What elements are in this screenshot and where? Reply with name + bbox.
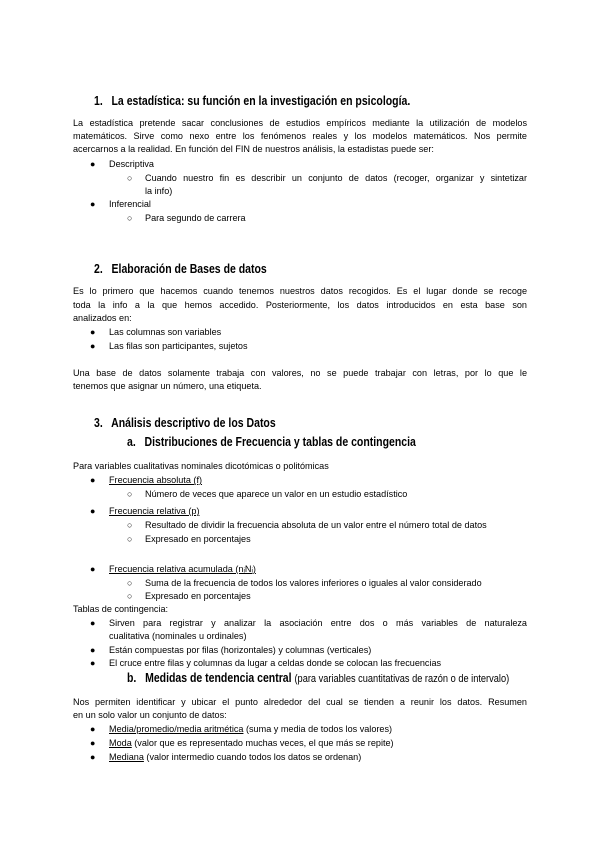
paragraph-line: acercarnos a la realidad. En función del FIN de nuestros análisis, la estadistas puede ser: <box>73 144 434 154</box>
section-1-heading <box>94 94 410 108</box>
list-subitem: Cuando nuestro fin es describir un conjunto de datos (recoger, organizar y sintetizar <box>145 173 527 183</box>
paragraph-line: tenemos que asignar un número, una etiqueta. <box>73 381 262 391</box>
list-item-term: Frecuencia relativa (p) <box>109 506 200 516</box>
bullet-icon: ● <box>90 341 96 351</box>
bullet-icon: ● <box>90 738 96 748</box>
section-title: Elaboración de Bases de datos <box>111 262 267 276</box>
subsection-title: Medidas de tendencia central <box>145 671 292 685</box>
list-item-term: Mediana <box>109 752 144 762</box>
list-item: Inferencial <box>109 199 151 209</box>
list-item-term: Frecuencia relativa acumulada (nᵢNᵢ) <box>109 564 256 574</box>
list-item <box>109 723 392 736</box>
paragraph-line: toda la info a la que hemos accedido. Posteriormente, los datos introducidos en esta base son <box>73 300 527 310</box>
bullet-icon: ● <box>90 564 96 574</box>
list-subitem: la info) <box>145 186 173 196</box>
bullet-icon: ● <box>90 618 96 628</box>
subsection-title-note: (para variables cuantitativas de razón o de intervalo) <box>294 673 510 685</box>
list-subitem: Expresado en porcentajes <box>145 534 251 544</box>
paragraph-line: Nos permiten identificar y ubicar el punto alrededor del cual se tienden a reunir los datos. Resumen <box>73 697 527 707</box>
bullet-icon: ● <box>90 327 96 337</box>
subbullet-icon: ○ <box>127 520 133 530</box>
bullet-icon: ● <box>90 475 96 485</box>
section-2-heading <box>94 262 267 276</box>
list-subitem: Número de veces que aparece un valor en un estudio estadístico <box>145 489 408 499</box>
subbullet-icon: ○ <box>127 591 133 601</box>
list-item: Descriptiva <box>109 159 154 169</box>
bullet-icon: ● <box>90 724 96 734</box>
list-subitem: Resultado de dividir la frecuencia absoluta de un valor entre el número total de datos <box>145 520 487 530</box>
bullet-icon: ● <box>90 658 96 668</box>
bullet-icon: ● <box>90 506 96 516</box>
subsection-a-heading <box>127 435 416 449</box>
section-number: 3. <box>94 416 103 430</box>
list-item: El cruce entre filas y columnas da lugar a celdas donde se colocan las frecuencias <box>109 658 442 668</box>
list-item: Las columnas son variables <box>109 327 222 337</box>
list-subitem: Expresado en porcentajes <box>145 591 251 601</box>
list-item: cualitativa (nominales u ordinales) <box>109 631 247 641</box>
bullet-icon: ● <box>90 199 96 209</box>
subbullet-icon: ○ <box>127 213 133 223</box>
paragraph-line: La estadística pretende sacar conclusiones de estudios empíricos mediante la utilización de modelos <box>73 118 527 128</box>
list-item: Están compuestas por filas (horizontales) y columnas (verticales) <box>109 645 372 655</box>
paragraph-line: matemáticos. Sirve como nexo entre los fenómenos reales y los modelos matemáticos. Nos permite <box>73 131 527 141</box>
section-title: La estadística: su función en la investigación en psicología. <box>111 94 411 108</box>
list-item <box>109 737 394 750</box>
list-item-desc: (valor que es representado muchas veces, el que más se repite) <box>131 738 394 748</box>
bullet-icon: ● <box>90 645 96 655</box>
bullet-icon: ● <box>90 752 96 762</box>
list-subitem: Suma de la frecuencia de todos los valores inferiores o iguales al valor considerado <box>145 578 482 588</box>
paragraph-line: analizados en: <box>73 313 132 323</box>
list-item-desc: (valor intermedio cuando todos los datos se ordenan) <box>143 752 362 762</box>
bullet-icon: ● <box>90 159 96 169</box>
section-title: Análisis descriptivo de los Datos <box>111 416 276 430</box>
list-item: Sirven para registrar y analizar la asociación entre dos o más variables de naturaleza <box>109 618 527 628</box>
subbullet-icon: ○ <box>127 578 133 588</box>
paragraph-line: Una base de datos solamente trabaja con valores, no se puede trabajar con letras, por lo que le <box>73 368 527 378</box>
subbullet-icon: ○ <box>127 534 133 544</box>
list-item-term: Media/promedio/media aritmética <box>109 724 244 734</box>
subbullet-icon: ○ <box>127 173 133 183</box>
section-number: 2. <box>94 262 103 276</box>
section-3-heading <box>94 416 276 430</box>
subsection-letter: a. <box>127 435 136 449</box>
paragraph-line: en un solo valor un conjunto de datos: <box>73 710 227 720</box>
list-subitem: Para segundo de carrera <box>145 213 246 223</box>
subsection-letter: b. <box>127 671 137 685</box>
subbullet-icon: ○ <box>127 489 133 499</box>
section-number: 1. <box>94 94 103 108</box>
list-item <box>109 751 361 764</box>
subsection-title: Distribuciones de Frecuencia y tablas de contingencia <box>144 435 416 449</box>
paragraph-line: Para variables cualitativas nominales dicotómicas o politómicas <box>73 461 329 471</box>
paragraph-line: Tablas de contingencia: <box>73 604 169 614</box>
list-item: Las filas son participantes, sujetos <box>109 341 248 351</box>
paragraph-line: Es lo primero que hacemos cuando tenemos nuestros datos recogidos. Es el lugar donde se recoge <box>73 286 527 296</box>
subsection-b-heading <box>127 671 509 685</box>
list-item-desc: (suma y media de todos los valores) <box>243 724 393 734</box>
list-item-term: Moda <box>109 738 132 748</box>
list-item-term: Frecuencia absoluta (f) <box>109 475 203 485</box>
